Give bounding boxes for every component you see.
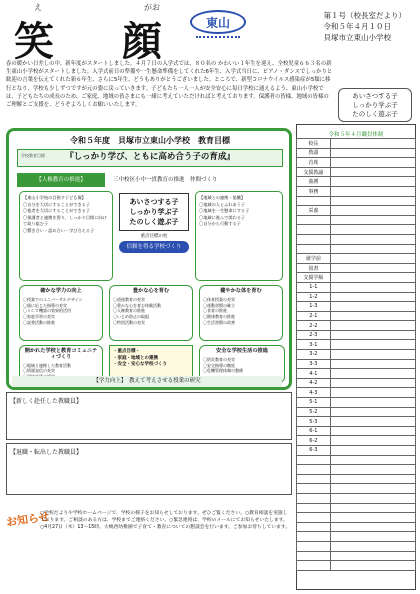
staff-table xyxy=(296,138,416,571)
table-row xyxy=(297,561,416,571)
list-item: 〇危機管理体制の整備 xyxy=(203,368,243,374)
table-row xyxy=(297,292,416,302)
list-item: 〇いじめ防止の取組 xyxy=(113,314,149,320)
table-row xyxy=(297,225,416,235)
table-row xyxy=(297,177,416,187)
school-logo xyxy=(190,10,246,34)
staff-role: 6-3 xyxy=(297,446,331,456)
section-title: 【退職・転出した教職員】 xyxy=(10,449,83,456)
table-row xyxy=(297,167,416,177)
table-row xyxy=(297,244,416,254)
goal-box-title: 安全な学校生活の推進 xyxy=(216,348,268,354)
staff-role: 1-3 xyxy=(297,302,331,312)
staff-role xyxy=(297,493,331,503)
center-motto xyxy=(119,193,189,231)
issue-number: 第１号（校長室だより） xyxy=(323,11,406,20)
list-item: 〇運動習慣の確立 xyxy=(203,302,235,308)
table-row xyxy=(297,398,416,408)
staff-role xyxy=(297,503,331,513)
list-item: 〇響き合い・認め合い・学び合える子 xyxy=(23,227,95,233)
departed-staff-section xyxy=(6,443,292,495)
staff-name xyxy=(330,541,415,551)
staff-name xyxy=(330,234,415,244)
list-item: 〇特別活動の充実 xyxy=(113,319,145,325)
table-row xyxy=(297,254,416,264)
education-goals-panel xyxy=(6,128,292,390)
staff-name xyxy=(330,417,415,427)
list-item: 〇体育授業の充実 xyxy=(203,296,235,302)
newsletter-header xyxy=(0,0,420,65)
table-row xyxy=(297,311,416,321)
staff-role xyxy=(297,196,331,206)
table-row xyxy=(297,282,416,292)
list-item: 〇授業でのユニバーサルデザイン xyxy=(23,296,83,302)
staff-name xyxy=(330,474,415,484)
staff-name xyxy=(330,158,415,168)
staff-role: 4-2 xyxy=(297,378,331,388)
staff-role xyxy=(297,465,331,475)
staff-name xyxy=(330,321,415,331)
goal-box-body xyxy=(199,285,283,341)
motto-line: しっかり学ぶ子 xyxy=(129,208,179,216)
goal-boxes xyxy=(19,285,285,341)
issue-date: 令和５年４月１０日 xyxy=(323,22,391,31)
table-row xyxy=(297,484,416,494)
staff-role: 事務 xyxy=(297,186,331,196)
staff-name xyxy=(330,177,415,187)
motto-line: たのしく遊ぶ子 xyxy=(352,110,398,118)
table-row xyxy=(297,522,416,532)
staff-name xyxy=(330,282,415,292)
list-item: 〇防災教育の充実 xyxy=(203,356,235,362)
table-row xyxy=(297,273,416,283)
staff-name xyxy=(330,446,415,456)
staff-heading: 令和５年４月職員体制 xyxy=(328,132,384,138)
staff-name xyxy=(330,436,415,446)
staff-role: 5-2 xyxy=(297,407,331,417)
goal-box-title: 健やかな体を育む xyxy=(220,288,262,294)
newsletter-title-char-2: 顔 xyxy=(122,18,164,65)
staff-name xyxy=(330,369,415,379)
intro-paragraph: 春の暖かい日差しの中、新年度がスタートしました。４月７日の入学式では、８０名の かわいい１年生を迎え、全校児童６６３名の新生東山小学校がスタートしました。入学式前日の準備や一生懸命準備をしてくれた6年生、入学式当日に、ピアノ・ダンスでしっかりと歓迎の言葉を伝えてくれた新６年生、さらに5年生、どうもありがとうございました。ところで、新型コロナウイルス感染症が5類に移行となり、学校も少しずつですが元の姿に戻っていきます。子どもたち一人一人が安全安心に毎日学校に通えるよう、東山小学校では、子どもたちの成長のため、ご家庭、地域の皆さまにも一緒に考えていただければと考えております。保護者の皆様、地域の皆様のご理解とご支援を、どうぞよろしくお願いいたします。 xyxy=(6,61,333,109)
motto-line: たのしく遊ぶ子 xyxy=(129,218,179,226)
staff-role xyxy=(297,455,331,465)
staff-role: 首席 xyxy=(297,158,331,168)
goal-box-title: 豊かな心を育む xyxy=(132,288,170,294)
staff-role xyxy=(297,225,331,235)
table-row xyxy=(297,263,416,273)
newsletter-title-char-1: 笑 xyxy=(14,18,56,65)
motto-line: あいさつする子 xyxy=(352,92,398,100)
table-row xyxy=(297,206,416,216)
list-item: 〇地域の人とふれあう子 xyxy=(199,201,246,207)
motto-box xyxy=(338,88,412,122)
staff-role xyxy=(297,561,331,571)
table-row xyxy=(297,158,416,168)
list-item: 〇食育の推進 xyxy=(203,308,227,314)
staff-name xyxy=(330,302,415,312)
table-row xyxy=(297,340,416,350)
table-row xyxy=(297,369,416,379)
list-item: 〇自分を大切にすることができる子 xyxy=(23,201,91,207)
staff-role: 3-2 xyxy=(297,350,331,360)
staff-name xyxy=(330,292,415,302)
staff-name xyxy=(330,522,415,532)
staff-name xyxy=(330,244,415,254)
staff-role: 養護 xyxy=(297,177,331,187)
notice-title: お知らせ xyxy=(5,510,51,529)
staff-name xyxy=(330,263,415,273)
table-row xyxy=(297,465,416,475)
community-list xyxy=(195,191,283,281)
staff-name xyxy=(330,407,415,417)
goal-box-heart xyxy=(109,285,193,341)
staff-name xyxy=(330,225,415,235)
staff-role xyxy=(297,244,331,254)
table-row xyxy=(297,186,416,196)
study-theme: 【学力向上】 教えて考えさせる授業の研究 xyxy=(12,376,282,387)
staff-name xyxy=(330,503,415,513)
table-row xyxy=(297,493,416,503)
motto-line: あいさつする子 xyxy=(129,198,179,206)
staff-name xyxy=(330,532,415,542)
list-item: 〇安全指導の徹底 xyxy=(203,362,235,368)
staff-role: 3-1 xyxy=(297,340,331,350)
table-row xyxy=(297,148,416,158)
goal-box-academic xyxy=(19,285,103,341)
staff-name xyxy=(330,254,415,264)
table-row xyxy=(297,541,416,551)
notice-section xyxy=(6,510,292,590)
list-item: 〇豊かな心を育む体験活動 xyxy=(113,302,161,308)
staff-role: 6-1 xyxy=(297,426,331,436)
center-label: 重点目標の柱 xyxy=(140,234,168,239)
school-slogan: 『しっかり学び、ともに高め合う子の育成』 xyxy=(17,149,283,167)
table-row xyxy=(297,455,416,465)
list-item: 〇地域に進んで関わる子 xyxy=(199,214,246,220)
logo-ornament xyxy=(196,36,240,44)
list-item: 〇ＩＣＴ機器の効果的活用 xyxy=(23,308,71,314)
staff-role: 6-2 xyxy=(297,436,331,446)
staff-role: 4-3 xyxy=(297,388,331,398)
school-name: 貝塚市立東山小学校 xyxy=(323,33,391,42)
list-item: 〇健康教育の推進 xyxy=(203,314,235,320)
staff-role xyxy=(297,474,331,484)
staff-role: 校長 xyxy=(297,139,331,149)
issue-info xyxy=(324,10,407,43)
title-ruby-1: え xyxy=(34,3,42,12)
table-row xyxy=(297,350,416,360)
staff-name xyxy=(330,493,415,503)
staff-name xyxy=(330,378,415,388)
goal-box-title: 確かな学力の向上 xyxy=(40,288,82,294)
staff-name xyxy=(330,551,415,561)
staff-role xyxy=(297,532,331,542)
staff-name xyxy=(330,455,415,465)
staff-name xyxy=(330,330,415,340)
staff-role: 図書 xyxy=(297,263,331,273)
staff-name xyxy=(330,359,415,369)
list-item: 〇保護者と連携を図り、しっかり目標に向けて取り組む子 xyxy=(23,214,107,227)
staff-role: 2-3 xyxy=(297,330,331,340)
staff-name xyxy=(330,465,415,475)
list-item: 〇情報発信の充実 xyxy=(23,368,55,374)
table-row xyxy=(297,503,416,513)
table-row xyxy=(297,388,416,398)
list-item: 〇地域と連携した教育活動 xyxy=(23,362,71,368)
table-row xyxy=(297,302,416,312)
staff-role xyxy=(297,541,331,551)
staff-name xyxy=(330,311,415,321)
staff-role: 4-1 xyxy=(297,369,331,379)
list-item: 〇他者を大切にすることができる子 xyxy=(23,208,91,214)
staff-role: 2-2 xyxy=(297,321,331,331)
list-item: 【地域との連携・協働】 xyxy=(199,195,246,200)
staff-role: 就学前 xyxy=(297,254,331,264)
list-item: ・重点目標・ xyxy=(113,349,140,354)
staff-role xyxy=(297,513,331,523)
staff-role: 支援学級 xyxy=(297,273,331,283)
table-row xyxy=(297,196,416,206)
human-rights-heading: 【人権教育の推進】 xyxy=(17,173,105,187)
staff-role: 1-2 xyxy=(297,292,331,302)
table-row xyxy=(297,551,416,561)
staff-role: 3-3 xyxy=(297,359,331,369)
table-row xyxy=(297,407,416,417)
staff-name xyxy=(330,139,415,149)
staff-role: 1-1 xyxy=(297,282,331,292)
list-item: 〇読書活動の推進 xyxy=(23,319,55,325)
staff-role xyxy=(297,522,331,532)
staff-name xyxy=(330,426,415,436)
staff-role xyxy=(297,215,331,225)
staff-name xyxy=(330,196,415,206)
list-item: 〇個に応じた指導の充実 xyxy=(23,302,67,308)
staff-role xyxy=(297,551,331,561)
list-item: 〇地域を一生懸命にする子 xyxy=(199,208,250,214)
staff-name xyxy=(330,513,415,523)
table-row xyxy=(297,378,416,388)
staff-name xyxy=(330,388,415,398)
list-item: 〇自分から行動する子 xyxy=(199,221,241,227)
table-row xyxy=(297,330,416,340)
table-row xyxy=(297,215,416,225)
table-row xyxy=(297,139,416,149)
table-row xyxy=(297,446,416,456)
staff-name xyxy=(330,206,415,216)
section-title: 【新しく赴任した教職員】 xyxy=(10,398,83,405)
target-child-list xyxy=(19,191,113,281)
goal-box-title: 開かれた学校と教育コミュニティづくり xyxy=(24,348,98,360)
staff-name xyxy=(330,215,415,225)
staff-role: 5-3 xyxy=(297,417,331,427)
list-item: ・家庭・地域との連携 xyxy=(113,355,158,361)
staff-name xyxy=(330,273,415,283)
staff-role xyxy=(297,484,331,494)
list-item: 〇道徳教育の充実 xyxy=(113,296,145,302)
list-item: 〇人権教育の推進 xyxy=(113,308,145,314)
list-item: ・安全・安心な学校づくり xyxy=(113,362,167,367)
motto-line: しっかり学ぶ子 xyxy=(352,101,398,109)
staff-role xyxy=(297,234,331,244)
table-row xyxy=(297,513,416,523)
staff-name xyxy=(330,561,415,571)
center-pill: 信頼を得る学校づくり xyxy=(119,241,189,253)
staff-name xyxy=(330,148,415,158)
table-row xyxy=(297,426,416,436)
staff-name xyxy=(330,350,415,360)
table-row xyxy=(297,474,416,484)
school-logo-text: 東山 xyxy=(205,15,230,30)
integrated-education-heading: 三中校区小中一貫教育の推進 仲間づくり xyxy=(113,177,218,183)
staff-name xyxy=(330,186,415,196)
staff-role: 支援教諭 xyxy=(297,167,331,177)
title-ruby-2: がお xyxy=(144,3,160,12)
goals-heading: 令和５年度 貝塚市立東山小学校 教育目標 xyxy=(70,136,230,145)
list-item: 【東山小学校の目指す子ども像】 xyxy=(23,195,86,200)
staff-name xyxy=(330,484,415,494)
staff-role: 栄養 xyxy=(297,206,331,216)
staff-name xyxy=(330,398,415,408)
slogan-tag: 学校教育目標 xyxy=(21,153,45,158)
table-row xyxy=(297,532,416,542)
staff-name xyxy=(330,340,415,350)
table-row xyxy=(297,321,416,331)
list-item: 〇生活習慣の改善 xyxy=(203,319,235,325)
list-item: 〇家庭学習の充実 xyxy=(23,314,55,320)
table-row xyxy=(297,436,416,446)
staff-role: 教頭 xyxy=(297,148,331,158)
notice-text: ○学校だよりや学校ホームページで、学校の様子をお知らせしております。ぜひご覧ください。○教育相談を実施しております。ご相談のある方は、学校までご連絡ください。○緊急連絡は、学校のメールにてお知らせいたします。○4月27日（木）13～15時、大嶋西幼稚園で子育て・教育についての懇談会を行います。ご参加お待ちしています。 xyxy=(40,511,291,530)
staff-role: 2-1 xyxy=(297,311,331,321)
new-staff-section xyxy=(6,392,292,440)
table-row xyxy=(297,417,416,427)
table-row xyxy=(297,234,416,244)
table-row xyxy=(297,359,416,369)
staff-role: 5-1 xyxy=(297,398,331,408)
staff-name xyxy=(330,167,415,177)
